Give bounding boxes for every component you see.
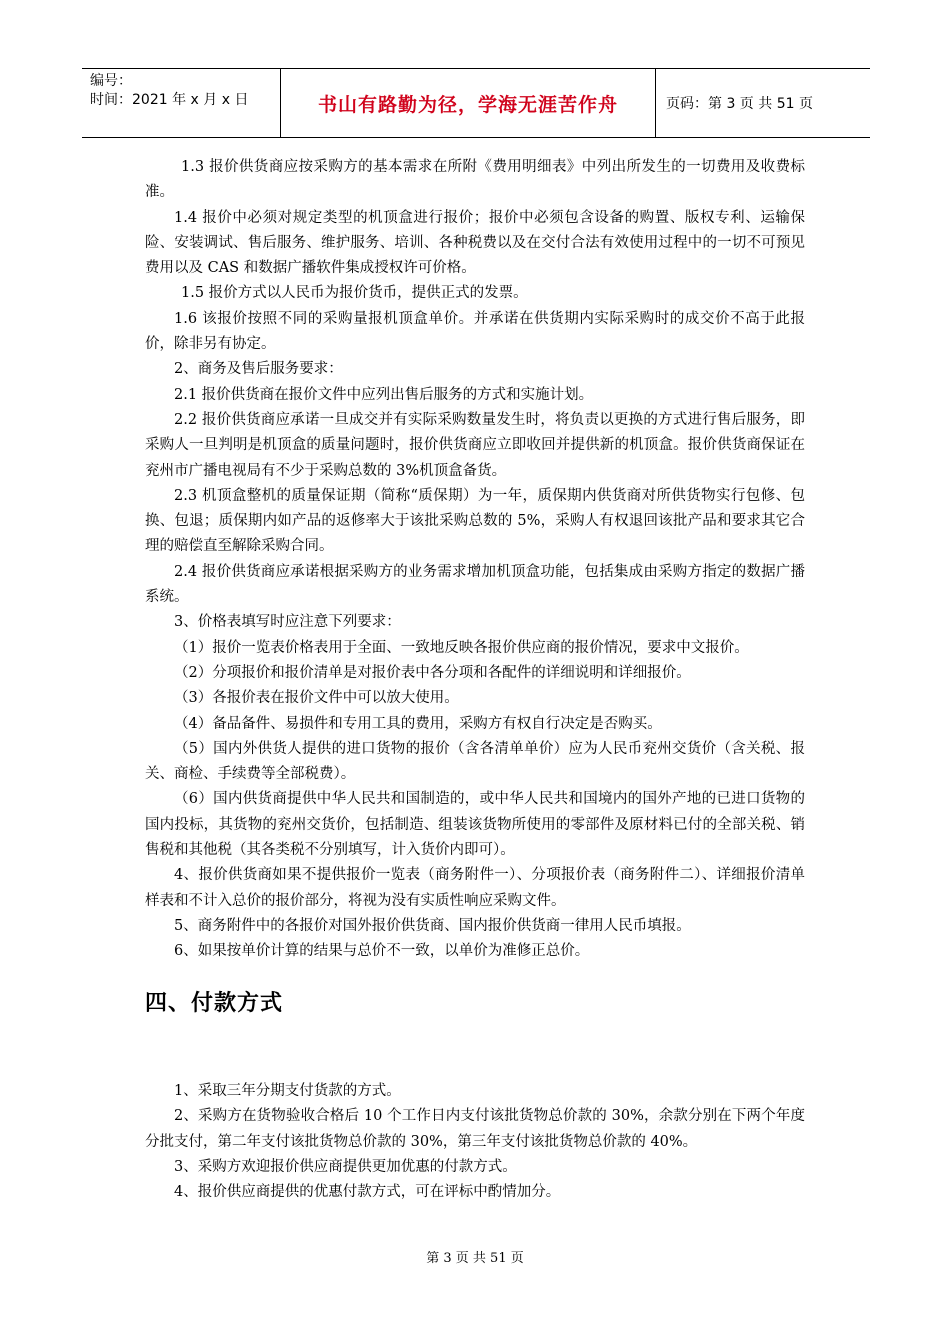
paragraph: 1.6 该报价按照不同的采购量报机顶盒单价。并承诺在供货期内实际采购时的成交价不高于此报价，除非另有协定。 xyxy=(145,310,805,353)
paragraph: 3、采购方欢迎报价供应商提供更加优惠的付款方式。 xyxy=(174,1158,517,1175)
paragraph: 2.2 报价供货商应承诺一旦成交并有实际采购数量发生时，将负责以更换的方式进行售后服务，即采购人一旦判明是机顶盒的质量问题时，报价供货商应立即收回并提供新的机顶盒。报价供货商保证在兖州市广播电视局有不少于采购总数的 3%机顶盒备货。 xyxy=(145,411,805,479)
paragraph: 1.5 报价方式以人民币为报价货币，提供正式的发票。 xyxy=(181,285,528,302)
paragraph: 2、商务及售后服务要求： xyxy=(174,361,343,378)
time-label: 时间：2021 年 x 月 x 日 xyxy=(90,92,249,108)
paragraph: 2、采购方在货物验收合格后 10 个工作日内支付该批货物总价款的 30%，余款分别在下两个年度分批支付，第二年支付该批货物总价款的 30%，第三年支付该批货物总价款的 40%。 xyxy=(145,1108,805,1150)
header-motto: 书山有路勤为径，学海无涯苦作舟 xyxy=(281,69,656,137)
body-text xyxy=(145,155,805,965)
paragraph: （3）各报价表在报价文件中可以放大使用。 xyxy=(174,690,459,707)
paragraph: 1、采取三年分期支付货款的方式。 xyxy=(174,1083,401,1099)
paragraph: 5、商务附件中的各报价对国外报价供货商、国内报价供货商一律用人民币填报。 xyxy=(174,917,691,934)
header-meta xyxy=(82,69,281,137)
paragraph: 1.3 报价供货商应按采购方的基本需求在所附《费用明细表》中列出所发生的一切费用及收费标准。 xyxy=(145,159,805,201)
payment-text xyxy=(145,1079,805,1205)
paragraph: （5）国内外供货人提供的进口货物的报价（含各清单单价）应为人民币兖州交货价（含关税、报关、商检、手续费等全部税费）。 xyxy=(145,740,805,783)
section-title: 四、付款方式 xyxy=(145,991,284,1016)
paragraph: 2.3 机顶盒整机的质量保证期（简称“质保期）为一年，质保期内供货商对所供货物实行包修、包换、包退；质保期内如产品的返修率大于该批采购总数的 5%，采购人有权退回该批产品和要求其它合理的赔偿直至解除采购合同。 xyxy=(145,487,805,555)
paragraph: （1）报价一览表价格表用于全面、一致地反映各报价供应商的报价情况，要求中文报价。 xyxy=(174,639,749,656)
paragraph: 3、价格表填写时应注意下列要求： xyxy=(174,614,401,631)
page-header xyxy=(82,68,870,138)
paragraph: （4）备品备件、易损件和专用工具的费用，采购方有权自行决定是否购买。 xyxy=(174,715,662,732)
paragraph: 2.1 报价供货商在报价文件中应列出售后服务的方式和实施计划。 xyxy=(174,386,594,403)
paragraph: 4、报价供货商如果不提供报价一览表（商务附件一）、分项报价表（商务附件二）、详细报价清单样表和不计入总价的报价部分，将视为没有实质性响应采购文件。 xyxy=(145,867,805,909)
paragraph: （2）分项报价和报价清单是对报价表中各分项和各配件的详细说明和详细报价。 xyxy=(174,664,691,681)
paragraph: 4、报价供应商提供的优惠付款方式，可在评标中酌情加分。 xyxy=(174,1184,561,1201)
paragraph: 1.4 报价中必须对规定类型的机顶盒进行报价；报价中必须包含设备的购置、版权专利、运输保险、安装调试、售后服务、维护服务、培训、各种税费以及在交付合法有效使用过程中的一切不可预见费用以及 CAS 和数据广播软件集成授权许可价格。 xyxy=(145,209,805,277)
code-label: 编号： xyxy=(90,73,132,89)
header-page-info: 页码：第 3 页 共 51 页 xyxy=(666,96,813,112)
paragraph: 2.4 报价供货商应承诺根据采购方的业务需求增加机顶盒功能，包括集成由采购方指定的数据广播系统。 xyxy=(145,563,805,606)
paragraph: （6）国内供货商提供中华人民共和国制造的，或中华人民共和国境内的国外产地的已进口货物的国内投标，其货物的兖州交货价，包括制造、组装该货物所使用的零部件及原材料已付的全部关税、销售税和其他税（其各类税不分别填写，计入货价内即可）。 xyxy=(145,791,805,859)
paragraph: 6、如果按单价计算的结果与总价不一致，以单价为准修正总价。 xyxy=(174,943,590,960)
page-footer: 第 3 页 共 51 页 xyxy=(426,1251,524,1266)
